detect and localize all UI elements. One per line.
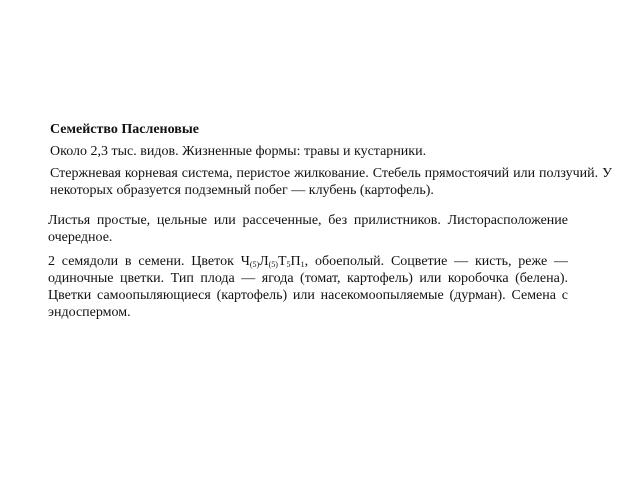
paragraph-flower bbox=[48, 253, 568, 321]
flower-text-suffix: , обоеполый. Соцветие — кисть, реже — одиночные цветки. Тип плода — ягода (томат, картофель) или коробочка (белена). Цветки самоопыляющиеся (картофель) или насекомоопыляемые (дурман). Семена с эндоспермом. bbox=[48, 254, 569, 320]
paragraph-roots-stem: Стержневая корневая система, перистое жилкование. Стебель прямостоячий или ползучий. У некоторых образуется подземный побег — клубень (картофель). bbox=[50, 166, 612, 198]
document-title: Семейство Пасленовые bbox=[50, 122, 199, 137]
paragraph-leaves: Листья простые, цельные или рассеченные, без прилистников. Листорасположение очередное. bbox=[48, 213, 568, 245]
flower-formula: $Ч_{(5)}Л_{(5)}Т_5П_1$ bbox=[240, 254, 305, 269]
flower-text-prefix: 2 семядоли в семени. Цветок bbox=[48, 254, 241, 269]
paragraph-species: Около 2,3 тыс. видов. Жизненные формы: травы и кустарники. bbox=[50, 144, 427, 159]
